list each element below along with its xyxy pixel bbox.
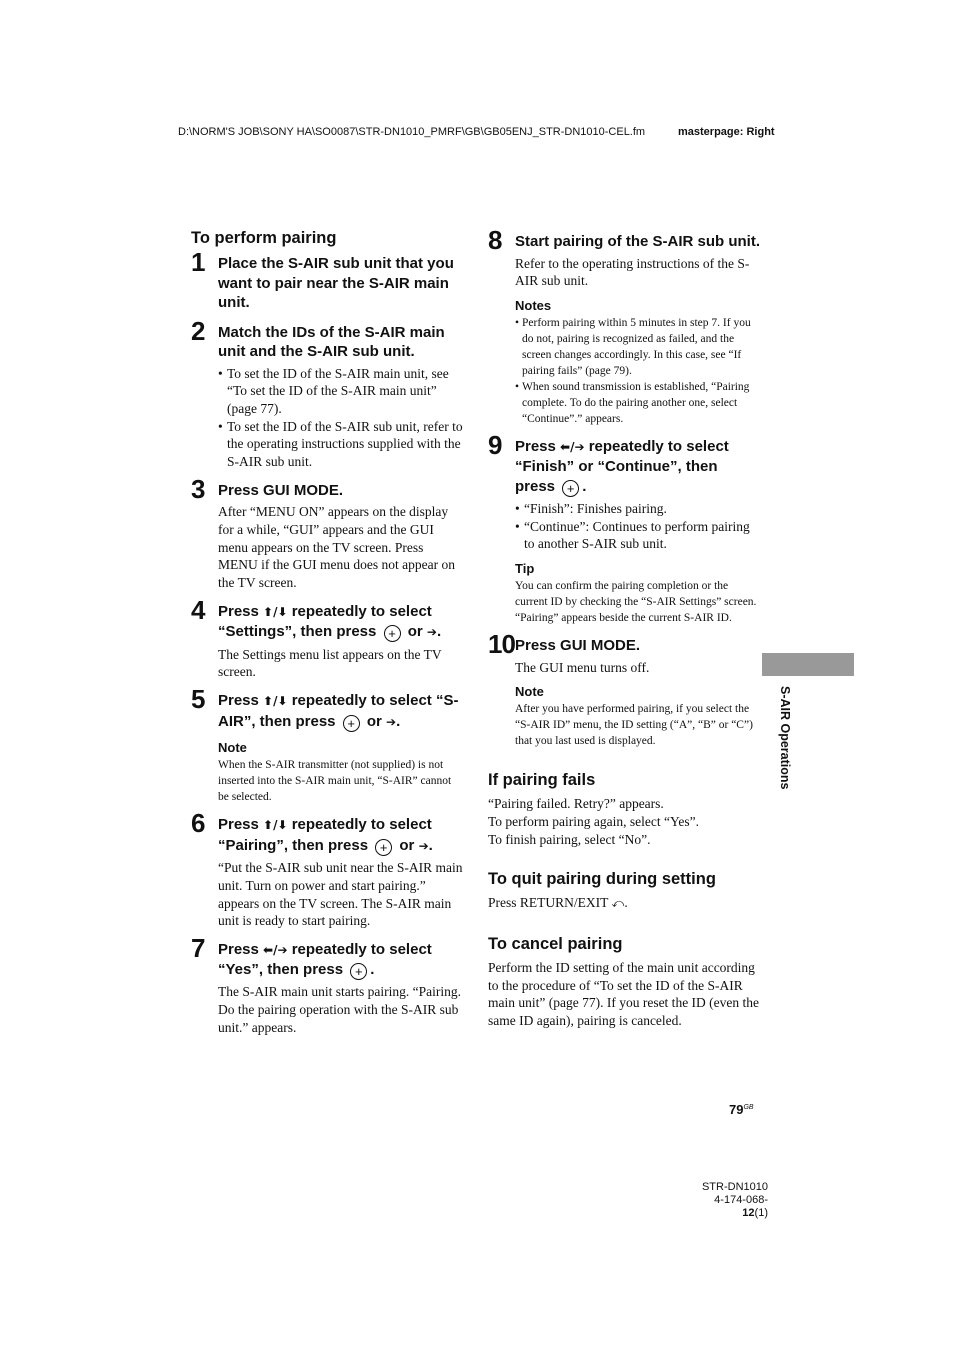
fail-line: To perform pairing again, select “Yes”.	[488, 813, 699, 829]
bullet-item: • “Continue”: Continues to perform pairing to another S-AIR sub unit.	[515, 518, 760, 553]
notes-heading: Notes	[515, 297, 552, 313]
step-number: 8	[488, 225, 503, 255]
step-10	[488, 629, 760, 749]
circle-plus-icon: +	[562, 480, 579, 497]
step-title: Press ⬆/⬇ repeatedly to select “Pairing”, then press + or ➔.	[218, 816, 433, 855]
file-path: D:\NORM'S JOB\SONY HA\SO0087\STR-DN1010_PMRF\GB\GB05ENJ_STR-DN1010-CEL.fm	[178, 126, 646, 138]
bullet-item: • To set the ID of the S-AIR sub unit, refer to the operating instructions supplied with the S-AIR sub unit.	[218, 418, 463, 471]
right-arrow-icon: ➔	[386, 714, 397, 729]
step-number: 1	[191, 247, 206, 277]
circle-plus-icon: +	[350, 963, 367, 980]
masterpage-label: masterpage: Right	[678, 126, 775, 138]
document-code: 4-174-068-12(1)	[714, 1194, 768, 1219]
step-title: Start pairing of the S-AIR sub unit.	[515, 233, 760, 250]
step-4	[191, 594, 463, 681]
section-title-if-pairing-fails: If pairing fails	[488, 771, 596, 790]
step-title: Press ⬆/⬇ repeatedly to select “S-AIR”, then press + or ➔.	[218, 692, 459, 731]
step-body: “Put the S-AIR sub unit near the S-AIR main unit. Turn on power and start pairing.” appears on the TV screen. The S-AIR main unit is ready to start pairing.	[218, 860, 463, 929]
circle-plus-icon: +	[375, 839, 392, 856]
section-title-perform-pairing: To perform pairing	[191, 229, 337, 247]
step-body: The Settings menu list appears on the TV screen.	[218, 646, 442, 680]
step-number: 6	[191, 808, 206, 839]
step-title: Press GUI MODE.	[218, 481, 344, 499]
step-body: Refer to the operating instructions of the S-AIR sub unit.	[515, 255, 750, 289]
quit-body: Press RETURN/EXIT ⤺.	[488, 894, 760, 913]
step-title: Place the S-AIR sub unit that you want to pair near the S-AIR main unit.	[218, 255, 454, 311]
fail-line: To finish pairing, select “No”.	[488, 831, 651, 847]
fail-line: “Pairing failed. Retry?” appears.	[488, 796, 664, 812]
step-number: 3	[191, 473, 206, 504]
note-item: • When sound transmission is established, “Pairing complete. To do the pairing another one, select “Continue”.” appears.	[515, 379, 760, 427]
step-8	[488, 225, 760, 427]
page-number: $79^{GB}$	[729, 1102, 754, 1117]
step-2	[191, 315, 463, 471]
model-code	[700, 1181, 768, 1220]
step-number: 10	[488, 629, 515, 660]
up-down-arrow-icon: ⬆/⬇	[263, 818, 288, 833]
up-down-arrow-icon: ⬆/⬇	[263, 694, 288, 709]
step-number: 5	[191, 684, 206, 715]
step-5	[191, 684, 463, 805]
left-right-arrow-icon: ⬅/➔	[560, 439, 585, 454]
chapter-label: S-AIR Operations	[778, 686, 792, 790]
step-7	[191, 932, 463, 1037]
left-right-arrow-icon: ⬅/➔	[263, 942, 288, 957]
up-down-arrow-icon: ⬆/⬇	[263, 604, 288, 619]
note-body: After you have performed pairing, if you select the “S-AIR ID” menu, the ID setting (“A”, “B” or “C”) that you last used is displayed.	[515, 703, 753, 748]
step-title: Press ⬅/➔ repeatedly to select “Finish” or “Continue”, then press + .	[515, 437, 729, 496]
chapter-tab	[762, 653, 854, 676]
circle-plus-icon: +	[343, 715, 360, 732]
return-arrow-icon: ⤺	[611, 896, 625, 911]
left-column	[191, 229, 463, 1047]
step-body: The GUI menu turns off.	[515, 659, 650, 675]
section-title-cancel-pairing: To cancel pairing	[488, 935, 623, 954]
step-6	[191, 808, 463, 930]
section-title-quit-pairing: To quit pairing during setting	[488, 870, 716, 889]
step-body: The S-AIR main unit starts pairing. “Pairing. Do the pairing operation with the S-AIR sub unit.” appears.	[218, 984, 461, 1035]
right-column	[488, 225, 760, 1030]
right-arrow-icon: ➔	[418, 838, 429, 853]
step-title: Press GUI MODE.	[515, 637, 641, 655]
note-heading: Note	[515, 684, 544, 700]
step-3	[191, 473, 463, 592]
cancel-body: Perform the ID setting of the main unit according to the procedure of “To set the ID of the S-AIR main unit” (page 77). If you reset the ID (even the same ID again), pairing is canceled.	[488, 960, 760, 1029]
step-title: Match the IDs of the S-AIR main unit and the S-AIR sub unit.	[218, 323, 445, 360]
note-heading: Note	[218, 740, 247, 756]
right-arrow-icon: ➔	[426, 625, 437, 640]
bullet-item: • To set the ID of the S-AIR main unit, see “To set the ID of the S-AIR main unit” (page 77).	[218, 365, 463, 418]
note-item: • Perform pairing within 5 minutes in step 7. If you do not, pairing is recognized as failed, and the screen changes accordingly. In this case, see “If pairing fails” (page 79).	[515, 315, 760, 379]
model-name: STR-DN1010	[701, 1181, 768, 1193]
circle-plus-icon: +	[384, 625, 401, 642]
note-body: When the S-AIR transmitter (not supplied) is not inserted into the S-AIR main unit, “S-AIR” cannot be selected.	[218, 759, 452, 804]
bullet-item: • “Finish”: Finishes pairing.	[515, 500, 760, 518]
step-number: 9	[488, 429, 503, 460]
tip-heading: Tip	[515, 561, 535, 577]
step-number: 2	[191, 315, 206, 346]
step-number: 7	[191, 932, 206, 963]
step-9	[488, 429, 760, 626]
step-title: Press ⬅/➔ repeatedly to select “Yes”, then press + .	[218, 940, 432, 980]
step-body: After “MENU ON” appears on the display for a while, “GUI” appears and the GUI menu appears on the TV screen. Press MENU if the GUI menu does not appear on the TV screen.	[218, 504, 455, 591]
step-1	[191, 247, 463, 313]
tip-body: You can confirm the pairing completion or the current ID by checking the “S-AIR Settings” screen. “Pairing” appears beside the current S-AIR ID.	[515, 580, 757, 625]
step-title: Press ⬆/⬇ repeatedly to select “Settings”, then press + or ➔.	[218, 602, 442, 642]
step-number: 4	[191, 594, 206, 625]
